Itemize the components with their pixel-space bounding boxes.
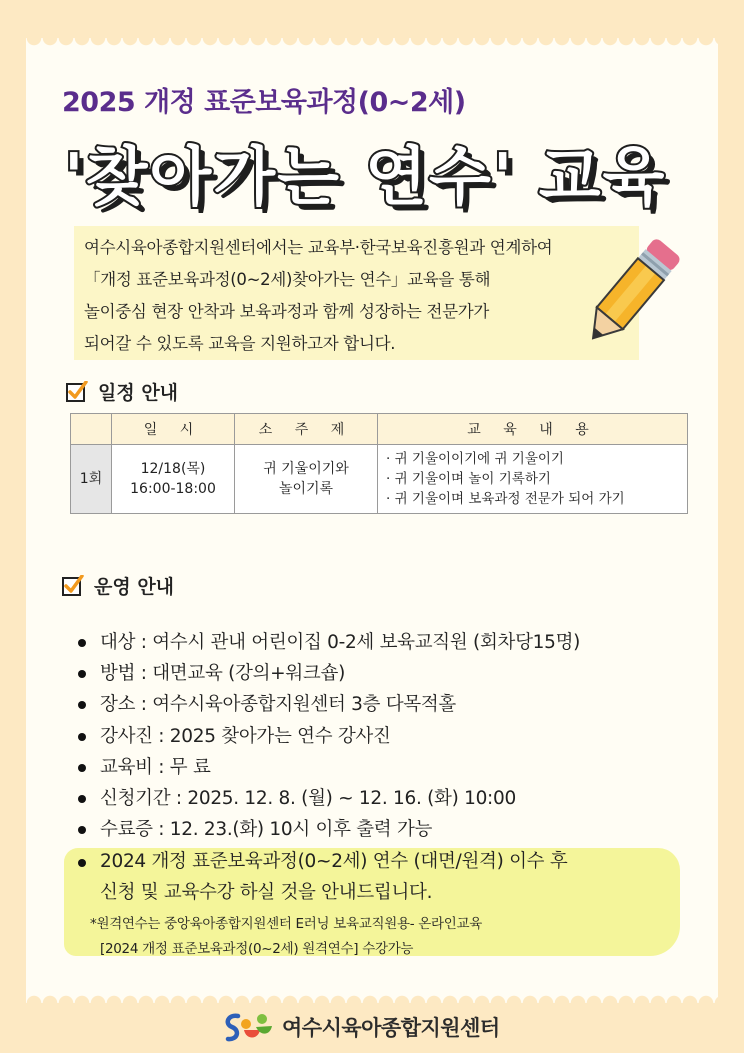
center-logo-icon (220, 1010, 274, 1044)
footer-org-name: 여수시육아종합지원센터 (282, 1016, 500, 1040)
operations-heading: 운영 안내 (94, 576, 175, 598)
datetime-cell (112, 445, 235, 514)
intro-line: 「개정 표준보육과정(0~2세)찾아가는 연수」교육을 통해 (84, 270, 491, 289)
date-text: 12/18(목) (140, 461, 206, 477)
intro-line: 되어갈 수 있도록 교육을 지원하고자 합니다. (84, 334, 396, 353)
content-item: · 귀 기울이이기에 귀 기울이기 (386, 451, 564, 467)
highlight-line: 신청 및 교육수강 하실 것을 안내드립니다. (100, 882, 433, 903)
content-item: · 귀 기울이며 보육과정 전문가 되어 가기 (386, 491, 625, 507)
note-line: *원격연수는 중앙육아종합지원센터 E러닝 보육교직원용- 온라인교육 (90, 916, 482, 932)
schedule-heading: 일정 안내 (98, 382, 179, 404)
note-line: [2024 개정 표준보육과정(0~2세) 원격연수] 수강가능 (100, 941, 414, 957)
content-cell (378, 445, 688, 514)
list-item: 교육비 : 무 료 (70, 752, 690, 783)
poster-title: '찾아가는 연수' 교육 (64, 141, 667, 215)
footer (220, 1010, 500, 1044)
poster-subtitle: 2025 개정 표준보육과정(0~2세) (62, 87, 466, 118)
table-row (71, 445, 688, 514)
topic-line: 귀 기울이기와 (263, 461, 349, 477)
table-header-row (71, 414, 688, 445)
schedule-table (70, 413, 688, 514)
content-item: · 귀 기울이며 놀이 기록하기 (386, 471, 551, 487)
topic-cell (235, 445, 378, 514)
list-item: 신청기간 : 2025. 12. 8. (월) ~ 12. 16. (화) 10:00 (70, 783, 690, 814)
list-item: 수료증 : 12. 23.(화) 10시 이후 출력 가능 (70, 814, 690, 845)
list-item: 방법 : 대면교육 (강의+워크숍) (70, 658, 690, 689)
time-text: 16:00-18:00 (130, 481, 216, 497)
check-box-icon (62, 575, 84, 597)
round-cell: 1회 (71, 445, 112, 514)
operations-list (70, 627, 690, 845)
table-header-content: 교 육 내 용 (378, 414, 688, 445)
table-header-blank (71, 414, 112, 445)
check-box-icon (66, 381, 88, 403)
highlight-line: 2024 개정 표준보육과정(0~2세) 연수 (대면/원격) 이수 후 (100, 851, 568, 872)
table-header-topic: 소 주 제 (235, 414, 378, 445)
intro-box (74, 226, 639, 360)
list-item: 대상 : 여수시 관내 어린이집 0-2세 보육교직원 (회차당15명) (70, 627, 690, 658)
intro-line: 여수시육아종합지원센터에서는 교육부·한국보육진흥원과 연계하여 (84, 238, 553, 257)
bullet-icon (78, 859, 86, 867)
list-item: 장소 : 여수시육아종합지원센터 3층 다목적홀 (70, 689, 690, 720)
table-header-datetime: 일 시 (112, 414, 235, 445)
topic-line: 놀이기록 (278, 481, 334, 497)
intro-line: 놀이중심 현장 안착과 보육과정과 함께 성장하는 전문가가 (84, 302, 490, 321)
schedule-heading-row (66, 378, 178, 405)
pencil-icon (578, 232, 684, 354)
operations-heading-row (62, 572, 174, 599)
list-item: 강사진 : 2025 찾아가는 연수 강사진 (70, 721, 690, 752)
